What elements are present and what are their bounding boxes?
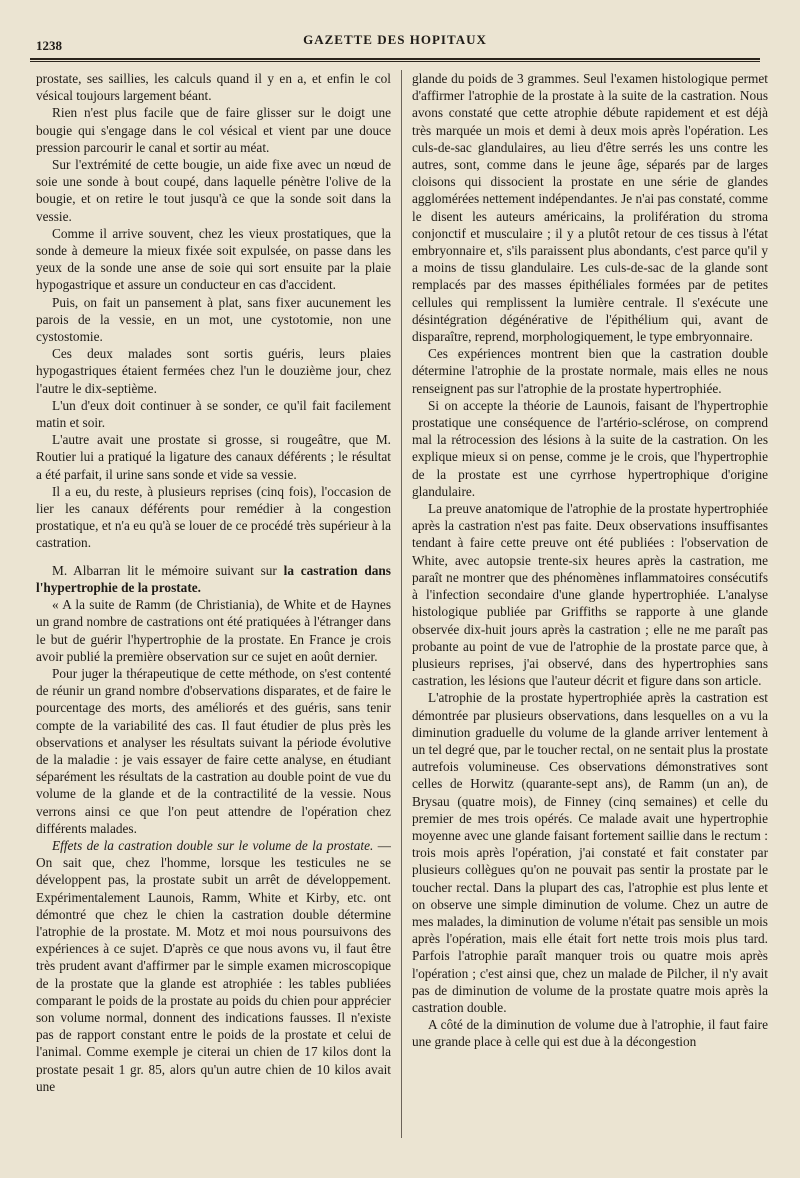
paragraph: prostate, ses saillies, les calculs quand il y en a, et enfin le col vésical toujours largement béant. xyxy=(36,71,391,104)
paragraph: glande du poids de 3 grammes. Seul l'examen histologique permet d'affirmer l'atrophie de la prostate à la suite de la castration. Nous avons constaté que cette atrophie débute rapidement et est déjà très marquée un mois et demi à deux mois après l'opération. Les culs-de-sac glandulaires, au lieu d'être serrés les uns contre les autres, sont, comme dans le jeune âge, séparés par de larges cloisons qui dissocient la prostate en une série de glandes agglomérées nettement indépendantes. Je n'ai pas constaté, comme le disent les auteurs américains, la prolifération du stroma conjonctif et musculaire ; il y a plutôt retour de ces tissus à l'état embryonnaire et, s'ils paraissent plus abondants, c'est parce qu'il y a moins de tissu glandulaire. Les culs-de-sac de la glande sont remplacés par des masses épithéliales formées par de petites cellules qui remplissent la lumière centrale. Il s'exécute une désintégration dégénérative de l'épithélium qui, avant de disparaître, reprend, morphologiquement, le type embryonnaire. xyxy=(412,71,768,345)
header-rule-thin xyxy=(30,61,760,62)
left-column xyxy=(36,70,391,1148)
header-rule xyxy=(30,58,760,60)
paragraph xyxy=(36,837,391,1095)
heading-lead: M. Albarran lit le mémoire suivant sur xyxy=(52,562,284,578)
paragraph: La preuve anatomique de l'atrophie de la prostate hypertrophiée après la castration n'est pas faite. Deux observations insuffisantes tendant à faire cette preuve ont été publiées : l'observation de White, avec autopsie trente-six heures après la castration, me paraît ne montrer que des phénomènes inflammatoires consécutifs à l'infection secondaire d'une glande hypertrophiée. L'analyse histologique publiée par Griffiths se rapporte à une glande observée dix-huit jours après la castration ; elle ne me paraît pas probante au point de vue de l'atrophie de la prostate parce que, à plusieurs reprises, j'ai observé, dans des hypertrophies sans castration, les lésions que l'auteur décrit et figure dans son article. xyxy=(412,501,768,689)
paragraph: Il a eu, du reste, à plusieurs reprises (cinq fois), l'occasion de lier les canaux déférents pour remédier à la congestion prostatique, et n'a eu qu'à se louer de ce procédé très supérieur à la castration. xyxy=(36,483,391,551)
running-title: GAZETTE DES HOPITAUX xyxy=(303,32,487,47)
paragraph: L'autre avait une prostate si grosse, si rougeâtre, que M. Routier lui a pratiqué la ligature des canaux déférents ; le résultat a été parfait, il urine sans sonde et vide sa vessie. xyxy=(36,432,391,482)
heading-title: la castration dans l'hypertrophie de la prostate. xyxy=(36,562,391,595)
paragraph: A côté de la diminution de volume due à l'atrophie, il faut faire une grande place à celle qui est due à la décongestion xyxy=(412,1017,768,1050)
page-number: 1238 xyxy=(36,38,62,53)
paragraph: Puis, on fait un pansement à plat, sans fixer aucunement les parois de la vessie, en un mot, une cystotomie, non une cystostomie. xyxy=(36,294,391,345)
paragraph: Pour juger la thérapeutique de cette méthode, on s'est contenté de réunir un grand nombre d'observations disparates, et de faire le pourcentage des morts, des améliorés et des guéris, sans tenir compte de la variabilité des cas. Il faut étudier de plus près les observations et analyser les résultats suivant la période évolutive de la maladie : je vais essayer de faire cette analyse, en étudiant séparément les résultats de la castration au double point de vue du volume de la glande et de la contractilité de la vessie. Nous verrons ainsi ce que l'on peut attendre de l'opération chez différents malades. xyxy=(36,665,391,836)
paragraph: Rien n'est plus facile que de faire glisser sur le doigt une bougie qui s'engage dans le col vésical et vient par une douce pression parcourir le canal et sortir au méat. xyxy=(36,105,391,155)
paragraph: Ces deux malades sont sortis guéris, leurs plaies hypogastriques étaient fermées chez l'un le douzième jour, chez l'autre le dix-septième. xyxy=(36,346,391,396)
paragraph: Sur l'extrémité de cette bougie, un aide fixe avec un nœud de soie une sonde à bout coupé, dans laquelle pénètre l'olive de la bougie, et on retire le tout jusqu'à ce que la sonde soit dans la vessie. xyxy=(36,157,391,224)
paragraph: L'un d'eux doit continuer à se sonder, ce qu'il fait facilement matin et soir. xyxy=(36,397,391,431)
paragraph: Si on accepte la théorie de Launois, faisant de l'hypertrophie prostatique une conséquence de l'artério-sclérose, on comprend mal la rétrocession des lésions à la suite de la castration. On les explique mieux si on pense, comme je le crois, que l'hypertrophie de la prostate est une cyrrhose hypertrophique d'origine glandulaire. xyxy=(412,397,768,499)
column-divider xyxy=(401,70,402,1138)
page-header xyxy=(30,30,760,54)
right-column xyxy=(412,70,768,1148)
paragraph: L'atrophie de la prostate hypertrophiée après la castration est démontrée par plusieurs observations, dans lesquelles on a vu la diminution graduelle du volume de la glande arriver lentement à un tel degré que, par le toucher rectal, on ne sentait plus la prostate autrefois volumineuse. Ces observations démonstratives sont celles de Horwitz (quarante-sept ans), de Ramm (un an), de Brysau (quatre mois), de Finney (cinq semaines) et celle du premier de mes trois opérés. Ce malade avait une hypertrophie moyenne avec une glande faisant fortement saillie dans le rectum : trois mois après l'opération, j'ai constaté et fait constater par plusieurs collègues qu'on ne pouvait pas sentir la prostate par le toucher rectal. Dans la plupart des cas, l'atrophie est plus lente et on observe une simple diminution de volume. Chez un autre de mes malades, la diminution de volume n'était pas sensible un mois après l'opération, mais elle était fort nette trois mois plus tard. Parfois l'atrophie paraît manquer trois ou quatre mois après l'opération ; c'est ainsi que, chez un malade de Pilcher, il n'y avait pas de diminution de volume de la prostate quatre mois après la castration double. xyxy=(412,690,768,1015)
paragraph: Ces expériences montrent bien que la castration double détermine l'atrophie de la prostate normale, mais elles ne nous renseignent pas sur l'atrophie de la prostate hypertrophiée. xyxy=(412,346,768,396)
paragraph-text: — On sait que, chez l'homme, lorsque les testicules ne se développent pas, la prostate subit un arrêt de développement. Expérimentalement Launois, Ramm, White et Kirby, etc. ont démontré que chez le chien la castration double détermine l'atrophie de la prostate. M. Motz et moi nous poursuivons des expériences à ce sujet. D'après ce que nous avons vu, il faut être très prudent avant d'affirmer par le simple examen microscopique de la prostate que la glande est atrophiée : les tables publiées comparant le poids de la prostate au poids du chien pour apprécier son volume normal, donnent des indications fausses. Il n'existe pas de rapport constant entre le poids de la prostate et celui de l'animal. Comme exemple je citerai un chien de 17 kilos dont la prostate pesait 1 gr. 85, alors qu'un autre chien de 10 kilos avait une xyxy=(36,837,391,1094)
section-heading xyxy=(36,562,391,596)
subsection-title: Effets de la castration double sur le volume de la prostate. xyxy=(52,837,374,853)
paragraph: Comme il arrive souvent, chez les vieux prostatiques, que la sonde à demeure la mieux fixée soit expulsée, on passe dans les yeux de la sonde une anse de soie qui sort ensuite par la plaie hypogastrique et assure un conducteur en cas d'accident. xyxy=(36,225,391,293)
paragraph: « A la suite de Ramm (de Christiania), de White et de Haynes un grand nombre de castrations ont été pratiquées à l'étranger dans le but de guérir l'hypertrophie de la prostate. En France je crois avoir publié la première observation sur ce sujet en août dernier. xyxy=(36,597,391,664)
